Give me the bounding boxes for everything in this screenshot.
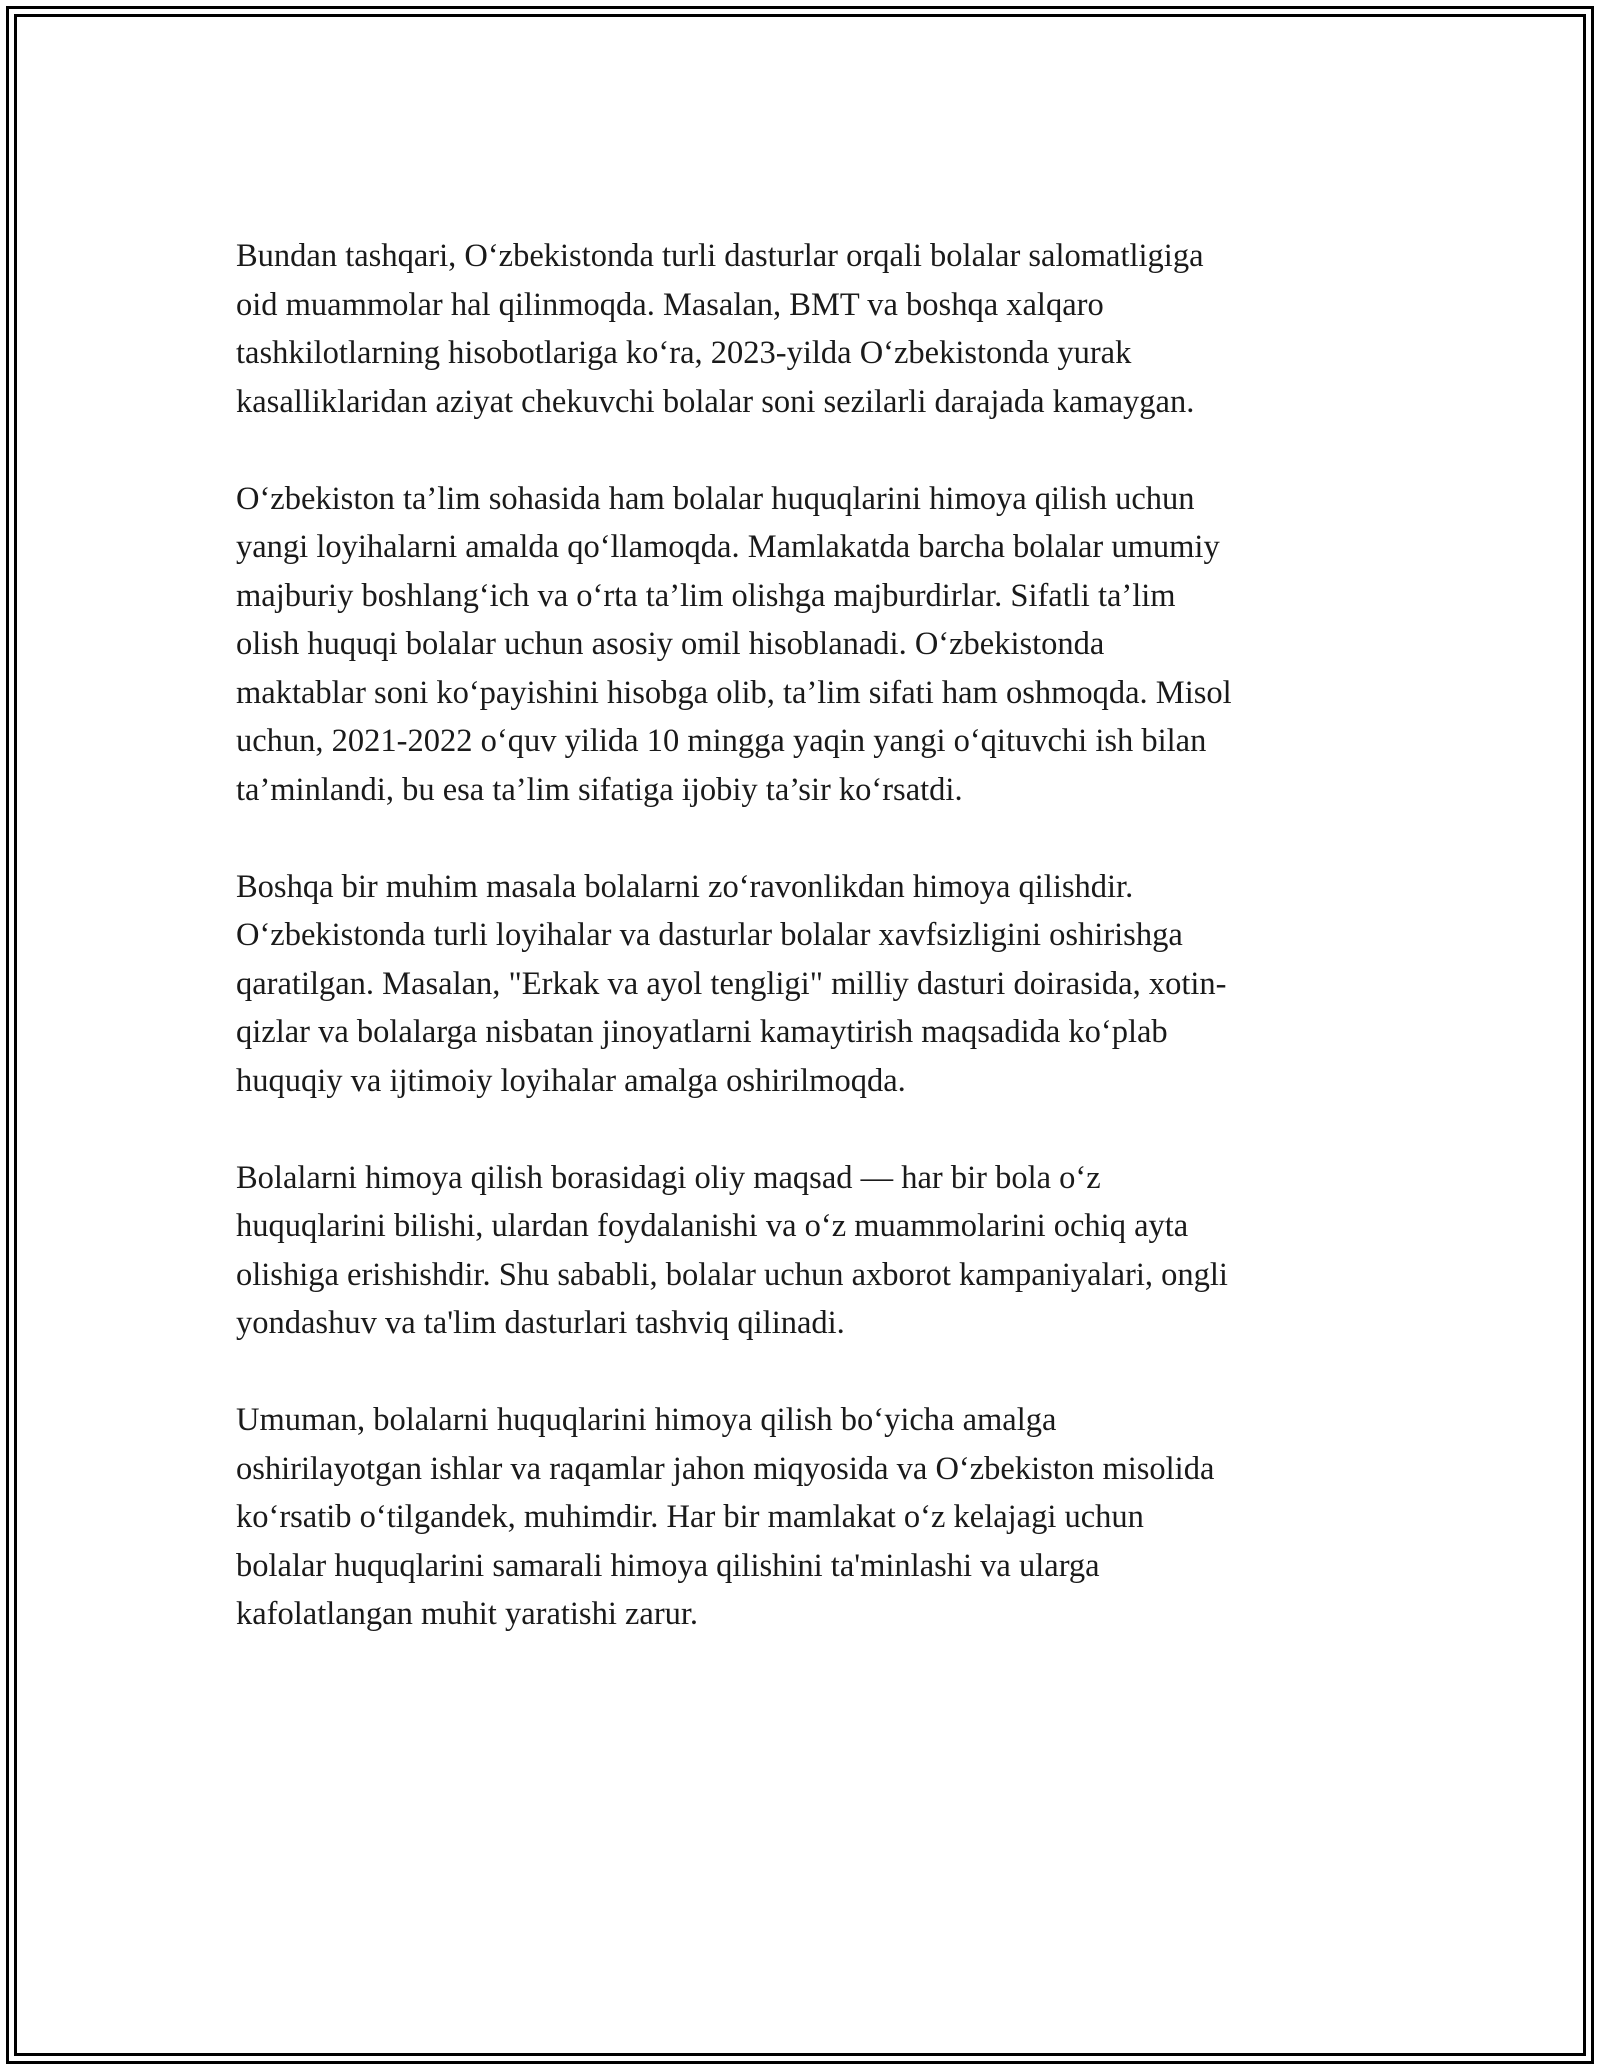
document-body <box>236 232 1366 1687</box>
paragraph-main-goal: Bolalarni himoya qilish borasidagi oliy maqsad — har bir bola o‘z huquqlarini bilishi, ulardan foydalanishi va o‘z muammolarini ochiq ayta olishiga erishishdir. Shu sababli, bolalar uchun axborot kampaniyalari, ongli yondashuv va ta'lim dasturlari tashviq qilinadi. <box>236 1159 1228 1341</box>
paragraph-children-health: Bundan tashqari, O‘zbekistonda turli dasturlar orqali bolalar salomatligiga oid muammolar hal qilinmoqda. Masalan, BMT va boshqa xalqaro tashkilotlarning hisobotlariga ko‘ra, 2023-yilda O‘zbekistonda yurak kasalliklaridan aziyat chekuvchi bolalar soni sezilarli darajada kamaygan. <box>236 238 1204 420</box>
paragraph-conclusion: Umuman, bolalarni huquqlarini himoya qilish bo‘yicha amalga oshirilayotgan ishlar va raqamlar jahon miqyosida va O‘zbekiston misolida ko‘rsatib o‘tilgandek, muhimdir. Har bir mamlakat o‘z kelajagi uchun bolalar huquqlarini samarali himoya qilishini ta'minlashi va ularga kafolatlangan muhit yaratishi zarur. <box>236 1402 1215 1632</box>
paragraph-education: O‘zbekiston ta’lim sohasida ham bolalar huquqlarini himoya qilish uchun yangi loyihalarni amalda qo‘llamoqda. Mamlakatda barcha bolalar umumiy majburiy boshlang‘ich va o‘rta ta’lim olishga majburdirlar. Sifatli ta’lim olish huquqi bolalar uchun asosiy omil hisoblanadi. O‘zbekistonda maktablar soni ko‘payishini hisobga olib, ta’lim sifati ham oshmoqda. Misol uchun, 2021-2022 o‘quv yilida 10 mingga yaqin yangi o‘qituvchi ish bilan ta’minlandi, bu esa ta’lim sifatiga ijobiy ta’sir ko‘rsatdi. <box>236 480 1232 808</box>
paragraph-violence-protection: Boshqa bir muhim masala bolalarni zo‘ravonlikdan himoya qilishdir. O‘zbekistonda turli loyihalar va dasturlar bolalar xavfsizligini oshirishga qaratilgan. Masalan, "Erkak va ayol tengligi" milliy dasturi doirasida, xotin- qizlar va bolalarga nisbatan jinoyatlarni kamaytirish maqsadida ko‘plab huquqiy va ijtimoiy loyihalar amalga oshirilmoqda. <box>236 868 1227 1099</box>
